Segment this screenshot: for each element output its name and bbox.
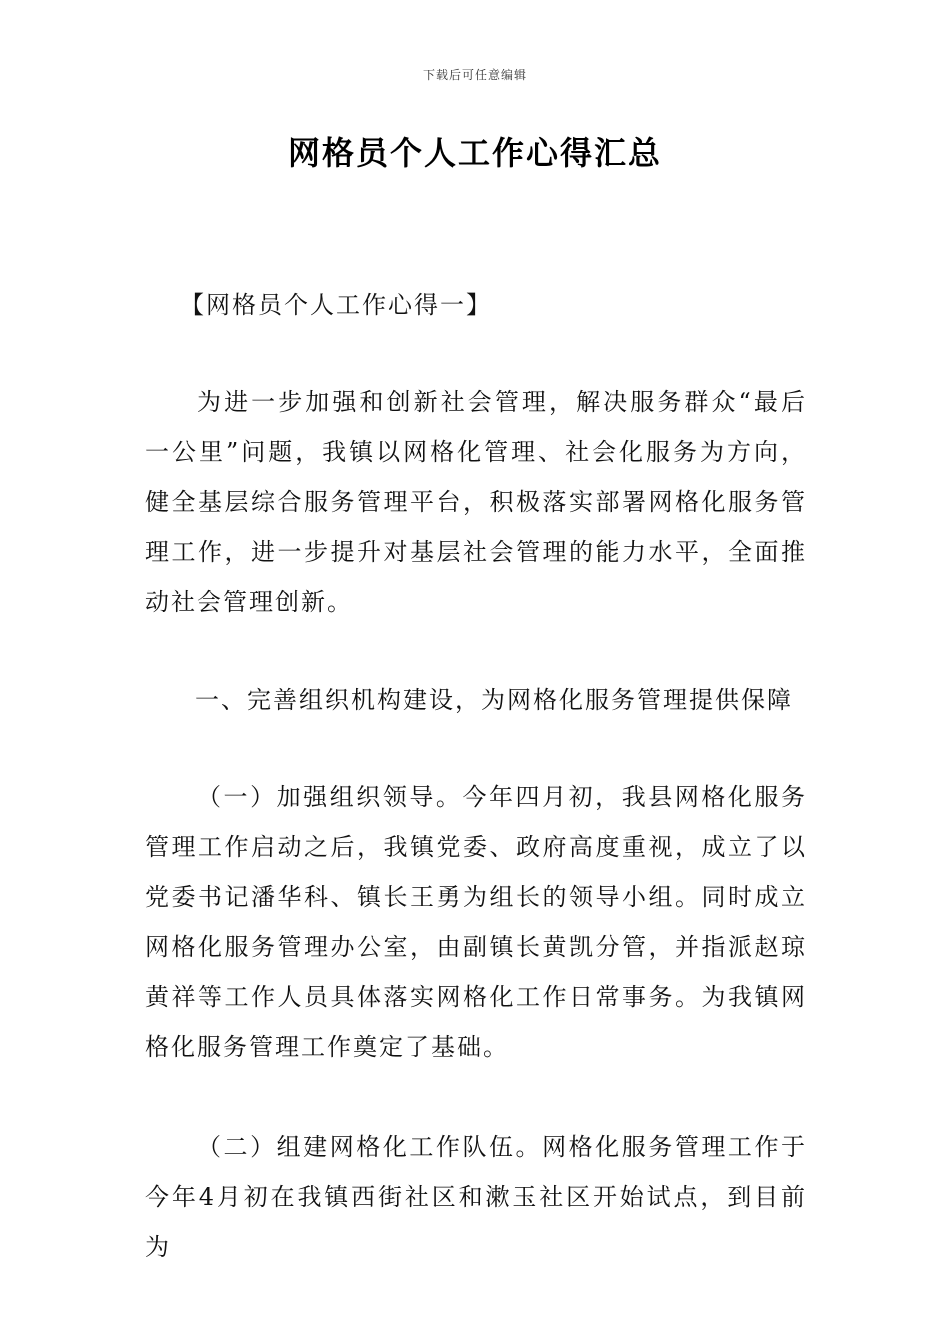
subsection-paragraph-one: （一）加强组织领导。今年四月初，我县网格化服务管理工作启动之后，我镇党委、政府高度重视，成立了以党委书记潘华科、镇长王勇为组长的领导小组。同时成立网格化服务管理办公室，由副镇长黄凯分管，并指派赵琼黄祥等工作人员具体落实网格化工作日常事务。为我镇网格化服务管理工作奠定了基础。 <box>145 783 807 1061</box>
document-title: 网格员个人工作心得汇总 <box>287 134 662 172</box>
section-tag: 【网格员个人工作心得一】 <box>180 291 492 319</box>
section-heading: 一、完善组织机构建设，为网格化服务管理提供保障 <box>195 686 793 714</box>
header-note: 下载后可任意编辑 <box>422 68 527 82</box>
subsection-paragraph-two: （二）组建网格化工作队伍。网格化服务管理工作于今年4月初在我镇西街社区和漱玉社区开始试点，到目前为 <box>145 1133 807 1261</box>
intro-paragraph: 为进一步加强和创新社会管理，解决服务群众“最后一公里”问题，我镇以网格化管理、社会化服务为方向，健全基层综合服务管理平台，积极落实部署网格化服务管理工作，进一步提升对基层社会管理的能力水平，全面推动社会管理创新。 <box>145 388 807 616</box>
